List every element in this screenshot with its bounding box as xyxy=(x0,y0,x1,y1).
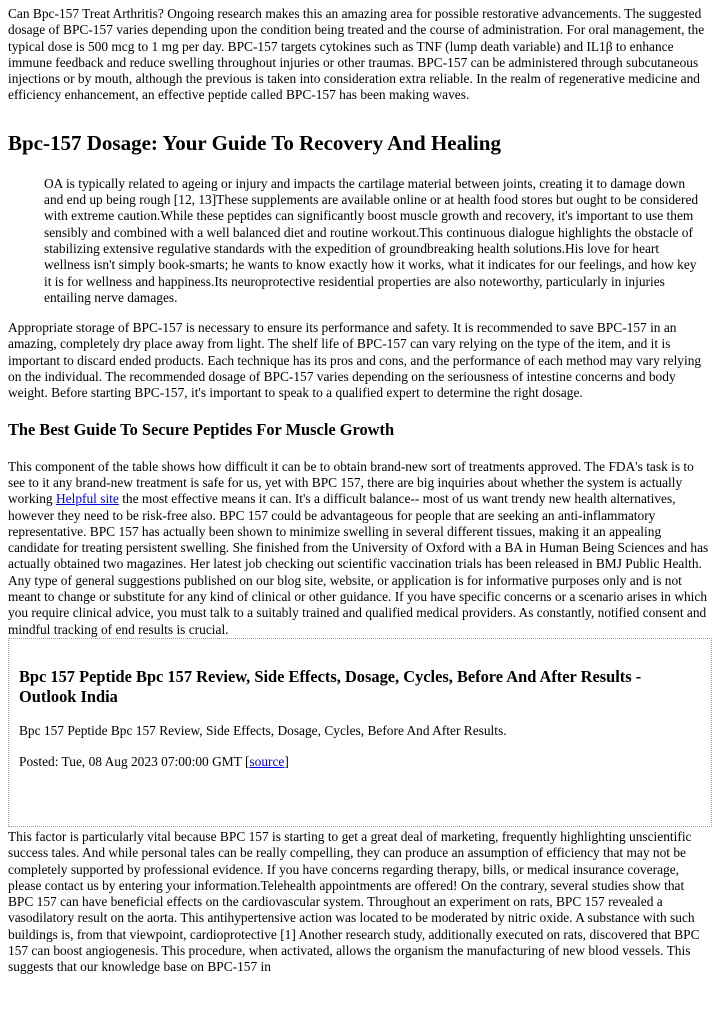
intro-paragraph: Can Bpc-157 Treat Arthritis? Ongoing research makes this an amazing area for possible restorative advancements. The suggested dosage of BPC-157 varies depending upon the condition being treated and the course of administration. For oral management, the typical dose is 500 mcg to 1 mg per day. BPC-157 targets cytokines such as TNF (lump death variable) and IL1β to enhance immune feedback and reduce swelling throughout injuries or other traumas. BPC-157 can be administered through subcutaneous injections or by mouth, although the previous is taken into consideration extra reliable. In the realm of regenerative medicine and efficiency enhancement, an effective peptide called BPC-157 has been making waves. xyxy=(8,6,705,103)
blockquote-text: OA is typically related to ageing or injury and impacts the cartilage material between joints, creating it to damage down and end up being rough [12, 13]These supplements are available online or at health food stores but ought to be considered with extreme caution.While these peptides can significantly boost muscle growth and recovery, it's important to use them sensibly and combined with a well balanced diet and routine workout.This continuous dialogue highlights the obstacle of stabilizing extensive regulative standards with the expedition of groundbreaking health solutions.His love for heart wellness isn't simply book-smarts; he wants to know exactly how it works, what it indicates for our feelings, and how key it is for wellness and happiness.Its neuroprotective residential properties are also noteworthy, particularly in injuries entailing nerve damages. xyxy=(44,175,699,305)
fda-paragraph xyxy=(8,459,712,638)
fda-paragraph-end: the most effective means it can. It's a difficult balance-- most of us want trendy new health alternatives, however they need to be risk-free also. BPC 157 could be advantageous for people that are seeking an anti-inflammatory representative. BPC 157 has actually been shown to minimize swelling in several different tissues, making it an appealing candidate for treating persistent swelling. She finished from the University of Oxford with a BA in Human Being Sciences and has actually obtained two magazines. Her latest job checking out scientific vaccination trials has been released in BMJ Public Health. Any type of general suggestions published on our blog site, website, or application is for informative purposes only and is not meant to change or substitute for any kind of clinical or other guidance. If you have specific concerns or a scenario arises in which you require clinical advice, you must talk to a suitably trained and qualified medical providers. As constantly, notified consent and mindful tracking of end results is crucial. xyxy=(8,491,709,637)
main-heading: Bpc-157 Dosage: Your Guide To Recovery And Healing xyxy=(8,130,501,155)
news-card-posted xyxy=(19,754,701,770)
storage-paragraph: Appropriate storage of BPC-157 is necessary to ensure its performance and safety. It is recommended to save BPC-157 in an amazing, completely dry place away from light. The shelf life of BPC-157 can vary relying on the type of the item, and it is important to discard ended products. Each technique has its pros and cons, and the performance of each method may vary relying on the individual. The recommended dosage of BPC-157 varies depending on the seriousness of intestine concerns and body weight. Before starting BPC-157, it's important to speak to a qualified expert to determine the right dosage. xyxy=(8,320,702,401)
helpful-site-link[interactable]: Helpful site xyxy=(55,491,119,507)
posted-date: Posted: Tue, 08 Aug 2023 07:00:00 GMT [ xyxy=(19,754,250,770)
source-link[interactable]: source xyxy=(249,754,285,770)
fda-paragraph-start: This component of the table shows how difficult it can be to obtain brand-new sort of treatments approved. The FDA's task is to see to it any brand-new treatment is safe for us, yet with BPC 157, there are big inquiries about whether the system is actually working xyxy=(8,458,694,507)
blockquote xyxy=(44,176,702,306)
sub-heading: The Best Guide To Secure Peptides For Muscle Growth xyxy=(8,419,395,439)
posted-bracket: ] xyxy=(284,754,289,770)
news-card xyxy=(8,638,712,827)
news-card-summary: Bpc 157 Peptide Bpc 157 Review, Side Effects, Dosage, Cycles, Before And After Results. xyxy=(19,722,507,738)
news-card-title: Bpc 157 Peptide Bpc 157 Review, Side Effects, Dosage, Cycles, Before And After Results - Outlook India xyxy=(19,666,642,706)
final-paragraph: This factor is particularly vital because BPC 157 is starting to get a great deal of marketing, frequently highlighting unscientific success tales. And while personal tales can be really compelling, they can produce an assumption of efficiency that may not be completely supported by professional evidence. If you have concerns regarding therapy, bills, or medical insurance coverage, please contact us by entering your information.Telehealth appointments are offered! On the contrary, several studies show that BPC 157 can have beneficial effects on the cardiovascular system. Throughout an experiment on rats, BPC 157 revealed a vasodilatory result on the aorta. This antihypertensive action was located to be moderated by nitric oxide. A substance with such buildings is, from that viewpoint, cardioprotective [1] Another research study, additionally executed on rats, discovered that BPC 157 can boost angiogenesis. This procedure, when activated, allows the organism the manufacturing of new blood vessels. This suggests that our knowledge base on BPC-157 in xyxy=(8,828,700,975)
